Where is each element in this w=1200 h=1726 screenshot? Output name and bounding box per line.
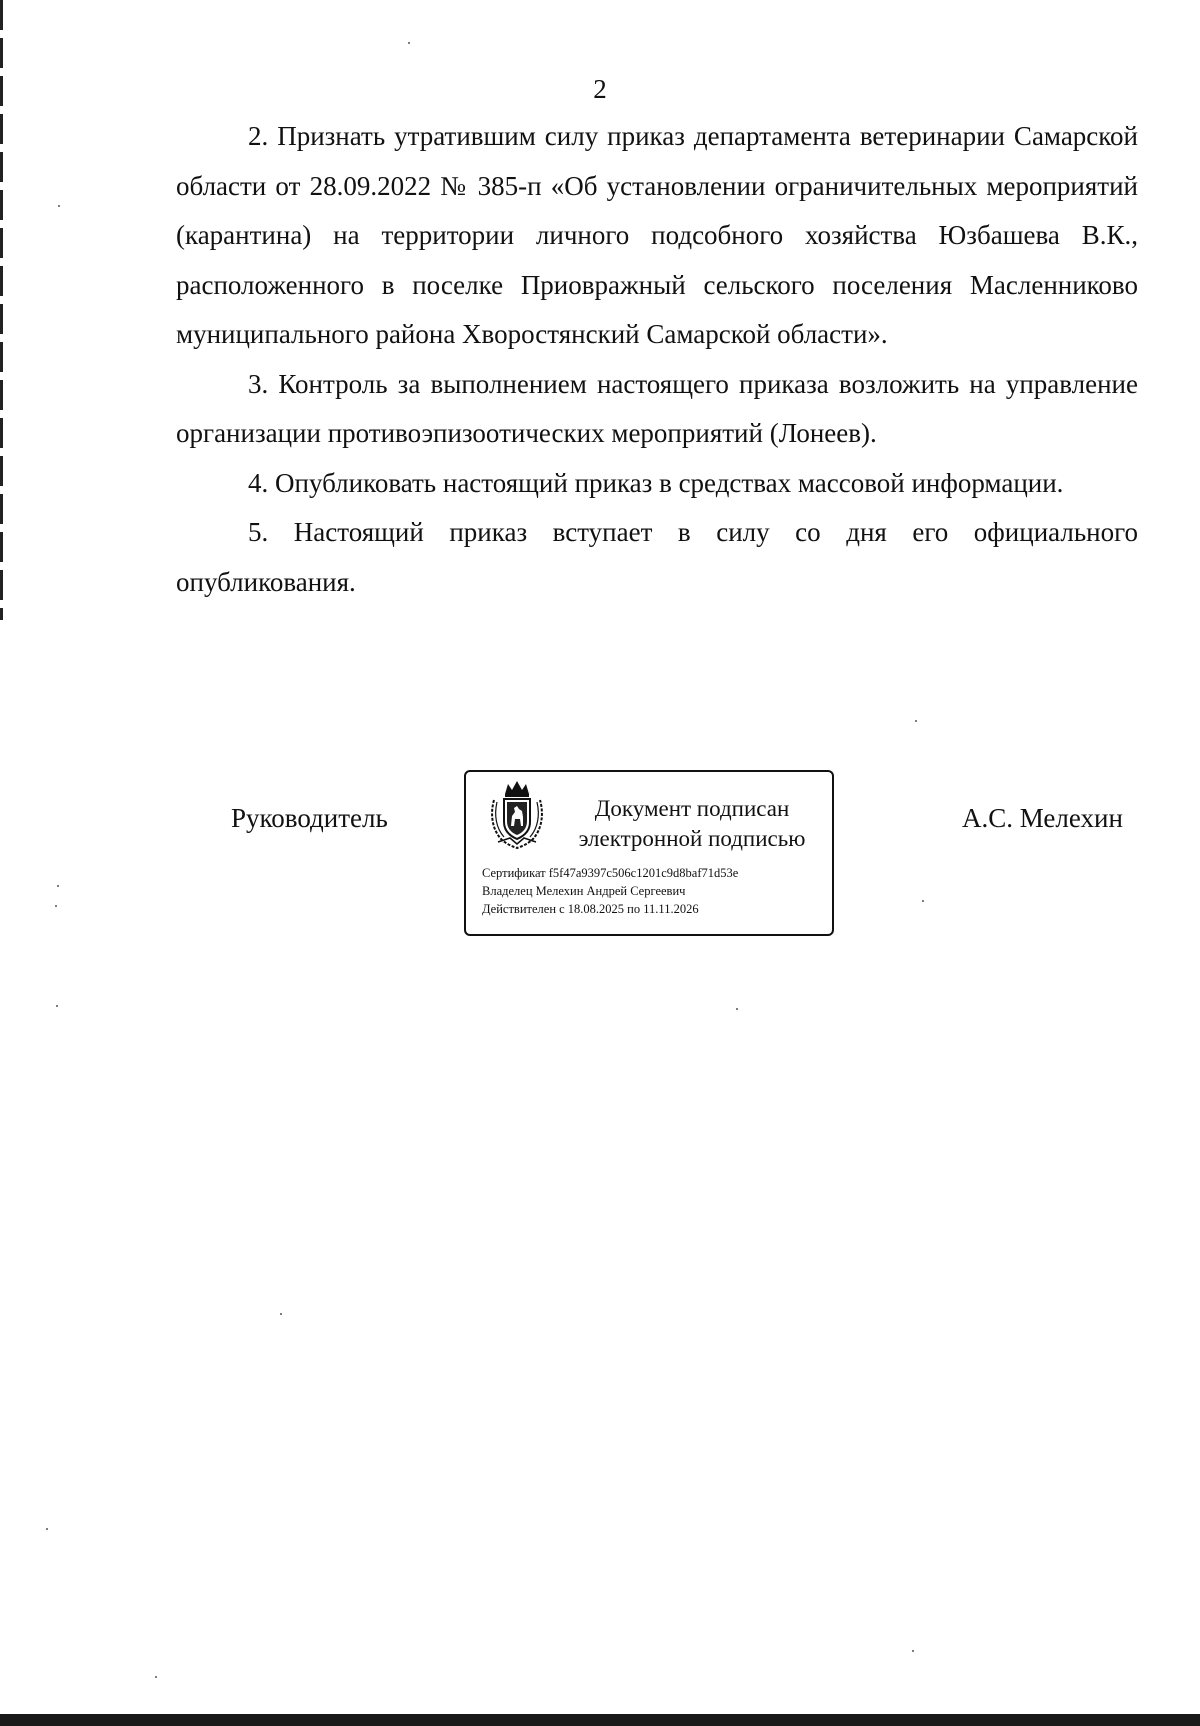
stamp-owner: Владелец Мелехин Андрей Сергеевич [482,884,686,898]
electronic-signature-stamp [464,770,834,936]
scan-speck [46,1528,48,1530]
page-number: 2 [593,74,607,104]
stamp-title-line-1: Документ подписан [594,796,790,821]
scan-speck [58,205,60,207]
paragraph-2: 2. Признать утратившим силу приказ департамента ветеринарии Самарской области от 28.09.2022 № 385-п «Об установлении ограничительных мероприятий (карантина) на территории личного подсобного хозяйства Юзбашева В.К., расположенного в поселке Приовражный сельского поселения Масленниково муниципального района Хворостянский Самарской области». [176,121,1138,349]
scan-speck [912,1650,914,1652]
scan-speck [155,1676,157,1678]
scan-speck [736,1008,738,1010]
scan-speck [280,1313,282,1315]
samara-coat-of-arms-icon [488,778,546,850]
stamp-title-line-2: электронной подписью [578,826,806,851]
scan-speck [57,885,59,887]
paragraph-5: 5. Настоящий приказ вступает в силу со дня его официального опубликования. [176,517,1138,597]
scan-edge-artifact [0,1714,1200,1726]
paragraph-3: 3. Контроль за выполнением настоящего приказа возложить на управление организации противоэпизоотических мероприятий (Лонеев). [176,368,1138,448]
document-body [176,112,1138,607]
scan-speck [922,900,924,902]
scan-speck [915,720,917,722]
paragraph-4: 4. Опубликовать настоящий приказ в средствах массовой информации. [248,467,1064,498]
stamp-validity: Действителен с 18.08.2025 по 11.11.2026 [482,902,699,916]
stamp-certificate: Сертификат f5f47a9397c506c1201c9d8baf71d53e [482,866,739,880]
signatory-name: А.С. Мелехин [962,803,1123,833]
stamp-title [556,794,828,854]
signatory-position: Руководитель [231,803,388,833]
stamp-details [482,864,832,918]
scan-speck [56,1005,58,1007]
scan-speck [55,905,57,907]
scan-speck [408,42,410,44]
